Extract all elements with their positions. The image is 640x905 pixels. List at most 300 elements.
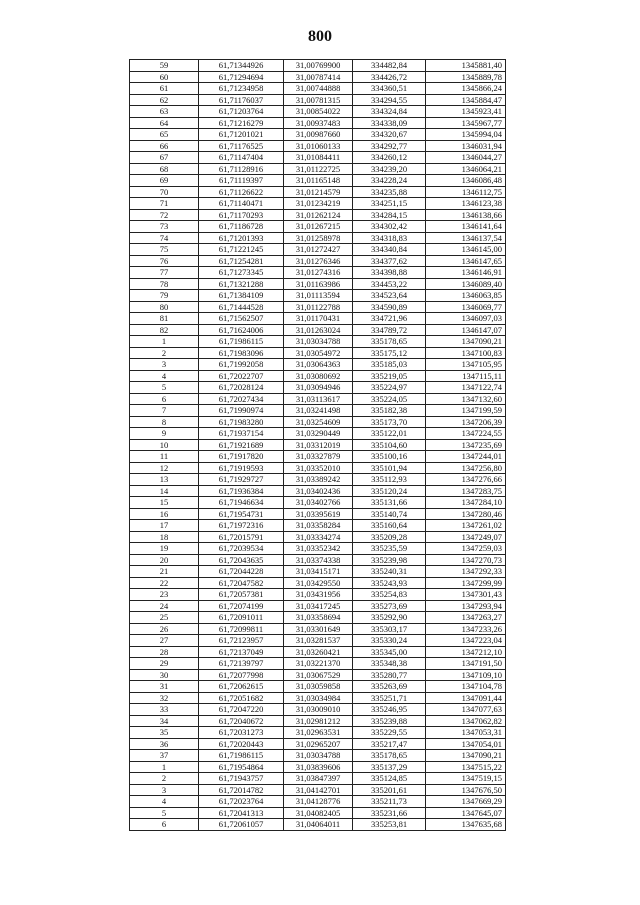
point-number-cell: 22 (130, 577, 199, 589)
x-coordinate-cell: 334251,15 (353, 198, 426, 210)
latitude-cell: 61,71919593 (199, 462, 284, 474)
table-row (130, 451, 506, 463)
point-number-cell: 61 (130, 83, 199, 95)
table-row (130, 819, 506, 831)
y-coordinate-cell: 1345923,41 (426, 106, 506, 118)
longitude-cell: 31,03327879 (284, 451, 353, 463)
latitude-cell: 61,72057381 (199, 589, 284, 601)
longitude-cell: 31,02981212 (284, 715, 353, 727)
x-coordinate-cell: 334292,77 (353, 140, 426, 152)
point-number-cell: 25 (130, 612, 199, 624)
latitude-cell: 61,71203764 (199, 106, 284, 118)
point-number-cell: 28 (130, 646, 199, 658)
latitude-cell: 61,72023764 (199, 796, 284, 808)
latitude-cell: 61,71126622 (199, 186, 284, 198)
latitude-cell: 61,71624006 (199, 324, 284, 336)
point-number-cell: 9 (130, 428, 199, 440)
point-number-cell: 30 (130, 669, 199, 681)
y-coordinate-cell: 1346146,91 (426, 267, 506, 279)
x-coordinate-cell: 335122,01 (353, 428, 426, 440)
y-coordinate-cell: 1346147,65 (426, 255, 506, 267)
y-coordinate-cell: 1347676,50 (426, 784, 506, 796)
longitude-cell: 31,01122725 (284, 163, 353, 175)
longitude-cell: 31,03402436 (284, 485, 353, 497)
longitude-cell: 31,00854022 (284, 106, 353, 118)
latitude-cell: 61,72040672 (199, 715, 284, 727)
x-coordinate-cell: 335124,85 (353, 773, 426, 785)
y-coordinate-cell: 1347270,73 (426, 554, 506, 566)
table-row (130, 359, 506, 371)
y-coordinate-cell: 1347233,26 (426, 623, 506, 635)
longitude-cell: 31,01165148 (284, 175, 353, 187)
x-coordinate-cell: 335219,05 (353, 370, 426, 382)
point-number-cell: 29 (130, 658, 199, 670)
point-number-cell: 59 (130, 60, 199, 72)
longitude-cell: 31,03254609 (284, 416, 353, 428)
y-coordinate-cell: 1347301,43 (426, 589, 506, 601)
x-coordinate-cell: 335173,70 (353, 416, 426, 428)
latitude-cell: 61,71929727 (199, 474, 284, 486)
longitude-cell: 31,03358284 (284, 520, 353, 532)
latitude-cell: 61,72028124 (199, 382, 284, 394)
point-number-cell: 64 (130, 117, 199, 129)
longitude-cell: 31,00787414 (284, 71, 353, 83)
x-coordinate-cell: 334721,96 (353, 313, 426, 325)
table-row (130, 646, 506, 658)
y-coordinate-cell: 1347104,78 (426, 681, 506, 693)
coordinates-table-body (130, 60, 506, 831)
y-coordinate-cell: 1346112,75 (426, 186, 506, 198)
latitude-cell: 61,72074199 (199, 600, 284, 612)
x-coordinate-cell: 335211,73 (353, 796, 426, 808)
x-coordinate-cell: 334377,62 (353, 255, 426, 267)
x-coordinate-cell: 335263,69 (353, 681, 426, 693)
longitude-cell: 31,01163986 (284, 278, 353, 290)
y-coordinate-cell: 1346064,21 (426, 163, 506, 175)
y-coordinate-cell: 1345889,78 (426, 71, 506, 83)
y-coordinate-cell: 1347132,60 (426, 393, 506, 405)
x-coordinate-cell: 335131,66 (353, 497, 426, 509)
latitude-cell: 61,71201393 (199, 232, 284, 244)
point-number-cell: 65 (130, 129, 199, 141)
longitude-cell: 31,04142701 (284, 784, 353, 796)
x-coordinate-cell: 334590,89 (353, 301, 426, 313)
table-row (130, 497, 506, 509)
point-number-cell: 69 (130, 175, 199, 187)
table-row (130, 129, 506, 141)
x-coordinate-cell: 335100,16 (353, 451, 426, 463)
longitude-cell: 31,03290449 (284, 428, 353, 440)
table-row (130, 761, 506, 773)
y-coordinate-cell: 1346069,77 (426, 301, 506, 313)
x-coordinate-cell: 334260,12 (353, 152, 426, 164)
x-coordinate-cell: 335330,24 (353, 635, 426, 647)
y-coordinate-cell: 1347249,07 (426, 531, 506, 543)
longitude-cell: 31,03415171 (284, 566, 353, 578)
x-coordinate-cell: 335280,77 (353, 669, 426, 681)
x-coordinate-cell: 334318,83 (353, 232, 426, 244)
table-row (130, 474, 506, 486)
point-number-cell: 63 (130, 106, 199, 118)
latitude-cell: 61,72047220 (199, 704, 284, 716)
table-row (130, 566, 506, 578)
longitude-cell: 31,03034788 (284, 336, 353, 348)
longitude-cell: 31,03839606 (284, 761, 353, 773)
x-coordinate-cell: 335235,59 (353, 543, 426, 555)
latitude-cell: 61,71176037 (199, 94, 284, 106)
table-row (130, 347, 506, 359)
table-row (130, 600, 506, 612)
table-row (130, 543, 506, 555)
y-coordinate-cell: 1345866,24 (426, 83, 506, 95)
x-coordinate-cell: 335303,17 (353, 623, 426, 635)
x-coordinate-cell: 334426,72 (353, 71, 426, 83)
table-row (130, 94, 506, 106)
longitude-cell: 31,03334274 (284, 531, 353, 543)
latitude-cell: 61,71983280 (199, 416, 284, 428)
x-coordinate-cell: 335182,38 (353, 405, 426, 417)
longitude-cell: 31,01060133 (284, 140, 353, 152)
longitude-cell: 31,01274316 (284, 267, 353, 279)
point-number-cell: 78 (130, 278, 199, 290)
latitude-cell: 61,71119397 (199, 175, 284, 187)
y-coordinate-cell: 1345994,04 (426, 129, 506, 141)
point-number-cell: 27 (130, 635, 199, 647)
y-coordinate-cell: 1347122,74 (426, 382, 506, 394)
latitude-cell: 61,71221245 (199, 244, 284, 256)
x-coordinate-cell: 335140,74 (353, 508, 426, 520)
longitude-cell: 31,01272427 (284, 244, 353, 256)
latitude-cell: 61,71140471 (199, 198, 284, 210)
x-coordinate-cell: 335251,71 (353, 692, 426, 704)
table-row (130, 416, 506, 428)
x-coordinate-cell: 334235,88 (353, 186, 426, 198)
point-number-cell: 82 (130, 324, 199, 336)
point-number-cell: 1 (130, 336, 199, 348)
y-coordinate-cell: 1347635,68 (426, 819, 506, 831)
table-row (130, 623, 506, 635)
longitude-cell: 31,03034984 (284, 692, 353, 704)
y-coordinate-cell: 1346138,66 (426, 209, 506, 221)
latitude-cell: 61,72043635 (199, 554, 284, 566)
latitude-cell: 61,71990974 (199, 405, 284, 417)
coordinates-table (129, 59, 506, 831)
latitude-cell: 61,71186728 (199, 221, 284, 233)
latitude-cell: 61,72031273 (199, 727, 284, 739)
y-coordinate-cell: 1346137,54 (426, 232, 506, 244)
y-coordinate-cell: 1347259,03 (426, 543, 506, 555)
x-coordinate-cell: 334523,64 (353, 290, 426, 302)
latitude-cell: 61,71983096 (199, 347, 284, 359)
latitude-cell: 61,71562507 (199, 313, 284, 325)
table-row (130, 267, 506, 279)
longitude-cell: 31,03260421 (284, 646, 353, 658)
y-coordinate-cell: 1347244,01 (426, 451, 506, 463)
table-row (130, 428, 506, 440)
latitude-cell: 61,72047582 (199, 577, 284, 589)
latitude-cell: 61,71917820 (199, 451, 284, 463)
y-coordinate-cell: 1347062,82 (426, 715, 506, 727)
table-row (130, 278, 506, 290)
latitude-cell: 61,71936384 (199, 485, 284, 497)
x-coordinate-cell: 334302,42 (353, 221, 426, 233)
table-row (130, 715, 506, 727)
y-coordinate-cell: 1346097,03 (426, 313, 506, 325)
longitude-cell: 31,00769900 (284, 60, 353, 72)
x-coordinate-cell: 335137,29 (353, 761, 426, 773)
point-number-cell: 70 (130, 186, 199, 198)
point-number-cell: 18 (130, 531, 199, 543)
table-row (130, 140, 506, 152)
latitude-cell: 61,72051682 (199, 692, 284, 704)
longitude-cell: 31,00987660 (284, 129, 353, 141)
longitude-cell: 31,01262124 (284, 209, 353, 221)
longitude-cell: 31,03113617 (284, 393, 353, 405)
x-coordinate-cell: 334340,84 (353, 244, 426, 256)
table-row (130, 60, 506, 72)
y-coordinate-cell: 1347199,59 (426, 405, 506, 417)
table-row (130, 520, 506, 532)
x-coordinate-cell: 335112,93 (353, 474, 426, 486)
latitude-cell: 61,71954731 (199, 508, 284, 520)
y-coordinate-cell: 1347299,99 (426, 577, 506, 589)
table-row (130, 784, 506, 796)
table-row (130, 393, 506, 405)
latitude-cell: 61,71147404 (199, 152, 284, 164)
point-number-cell: 31 (130, 681, 199, 693)
latitude-cell: 61,71972316 (199, 520, 284, 532)
latitude-cell: 61,72123957 (199, 635, 284, 647)
latitude-cell: 61,71943757 (199, 773, 284, 785)
latitude-cell: 61,71921689 (199, 439, 284, 451)
longitude-cell: 31,00937483 (284, 117, 353, 129)
point-number-cell: 1 (130, 761, 199, 773)
point-number-cell: 74 (130, 232, 199, 244)
point-number-cell: 32 (130, 692, 199, 704)
table-row (130, 577, 506, 589)
x-coordinate-cell: 334482,84 (353, 60, 426, 72)
table-row (130, 704, 506, 716)
longitude-cell: 31,01214579 (284, 186, 353, 198)
longitude-cell: 31,01122788 (284, 301, 353, 313)
point-number-cell: 6 (130, 819, 199, 831)
latitude-cell: 61,71170293 (199, 209, 284, 221)
x-coordinate-cell: 334360,51 (353, 83, 426, 95)
longitude-cell: 31,01276346 (284, 255, 353, 267)
latitude-cell: 61,71384109 (199, 290, 284, 302)
point-number-cell: 71 (130, 198, 199, 210)
table-row (130, 635, 506, 647)
table-row (130, 727, 506, 739)
table-row (130, 738, 506, 750)
longitude-cell: 31,00744888 (284, 83, 353, 95)
y-coordinate-cell: 1346044,27 (426, 152, 506, 164)
point-number-cell: 75 (130, 244, 199, 256)
longitude-cell: 31,04082405 (284, 807, 353, 819)
table-row (130, 301, 506, 313)
y-coordinate-cell: 1347292,33 (426, 566, 506, 578)
y-coordinate-cell: 1345967,77 (426, 117, 506, 129)
longitude-cell: 31,02965207 (284, 738, 353, 750)
longitude-cell: 31,03395619 (284, 508, 353, 520)
y-coordinate-cell: 1347054,01 (426, 738, 506, 750)
x-coordinate-cell: 335224,97 (353, 382, 426, 394)
longitude-cell: 31,01263024 (284, 324, 353, 336)
point-number-cell: 81 (130, 313, 199, 325)
x-coordinate-cell: 335229,55 (353, 727, 426, 739)
longitude-cell: 31,03059858 (284, 681, 353, 693)
y-coordinate-cell: 1347669,29 (426, 796, 506, 808)
table-row (130, 612, 506, 624)
point-number-cell: 13 (130, 474, 199, 486)
point-number-cell: 36 (130, 738, 199, 750)
table-row (130, 71, 506, 83)
latitude-cell: 61,72041313 (199, 807, 284, 819)
latitude-cell: 61,72015791 (199, 531, 284, 543)
latitude-cell: 61,71216279 (199, 117, 284, 129)
point-number-cell: 12 (130, 462, 199, 474)
y-coordinate-cell: 1347280,46 (426, 508, 506, 520)
point-number-cell: 66 (130, 140, 199, 152)
table-row (130, 324, 506, 336)
x-coordinate-cell: 334398,88 (353, 267, 426, 279)
table-row (130, 658, 506, 670)
latitude-cell: 61,71986115 (199, 336, 284, 348)
latitude-cell: 61,72137049 (199, 646, 284, 658)
point-number-cell: 62 (130, 94, 199, 106)
longitude-cell: 31,03054972 (284, 347, 353, 359)
x-coordinate-cell: 335231,66 (353, 807, 426, 819)
longitude-cell: 31,03034788 (284, 750, 353, 762)
y-coordinate-cell: 1347256,80 (426, 462, 506, 474)
longitude-cell: 31,00781315 (284, 94, 353, 106)
x-coordinate-cell: 335345,00 (353, 646, 426, 658)
latitude-cell: 61,72020443 (199, 738, 284, 750)
longitude-cell: 31,03429550 (284, 577, 353, 589)
point-number-cell: 10 (130, 439, 199, 451)
point-number-cell: 3 (130, 359, 199, 371)
latitude-cell: 61,72044228 (199, 566, 284, 578)
longitude-cell: 31,04064011 (284, 819, 353, 831)
x-coordinate-cell: 335273,69 (353, 600, 426, 612)
x-coordinate-cell: 335240,31 (353, 566, 426, 578)
longitude-cell: 31,03374338 (284, 554, 353, 566)
x-coordinate-cell: 335224,05 (353, 393, 426, 405)
y-coordinate-cell: 1346141,64 (426, 221, 506, 233)
table-row (130, 669, 506, 681)
table-row (130, 152, 506, 164)
point-number-cell: 23 (130, 589, 199, 601)
point-number-cell: 7 (130, 405, 199, 417)
y-coordinate-cell: 1347206,39 (426, 416, 506, 428)
y-coordinate-cell: 1347235,69 (426, 439, 506, 451)
table-row (130, 244, 506, 256)
table-row (130, 175, 506, 187)
table-row (130, 255, 506, 267)
table-row (130, 209, 506, 221)
latitude-cell: 61,72077998 (199, 669, 284, 681)
latitude-cell: 61,72027434 (199, 393, 284, 405)
x-coordinate-cell: 335101,94 (353, 462, 426, 474)
y-coordinate-cell: 1347115,11 (426, 370, 506, 382)
y-coordinate-cell: 1347515,22 (426, 761, 506, 773)
table-row (130, 186, 506, 198)
point-number-cell: 15 (130, 497, 199, 509)
longitude-cell: 31,01084411 (284, 152, 353, 164)
latitude-cell: 61,72139797 (199, 658, 284, 670)
latitude-cell: 61,71946634 (199, 497, 284, 509)
latitude-cell: 61,72091011 (199, 612, 284, 624)
table-row (130, 796, 506, 808)
point-number-cell: 68 (130, 163, 199, 175)
table-row (130, 290, 506, 302)
y-coordinate-cell: 1347645,07 (426, 807, 506, 819)
point-number-cell: 5 (130, 807, 199, 819)
latitude-cell: 61,72014782 (199, 784, 284, 796)
latitude-cell: 61,71128916 (199, 163, 284, 175)
point-number-cell: 6 (130, 393, 199, 405)
latitude-cell: 61,71321288 (199, 278, 284, 290)
longitude-cell: 31,03094946 (284, 382, 353, 394)
table-row (130, 439, 506, 451)
longitude-cell: 31,03080692 (284, 370, 353, 382)
point-number-cell: 3 (130, 784, 199, 796)
longitude-cell: 31,03221370 (284, 658, 353, 670)
y-coordinate-cell: 1346145,00 (426, 244, 506, 256)
longitude-cell: 31,01170431 (284, 313, 353, 325)
table-row (130, 336, 506, 348)
latitude-cell: 61,71992058 (199, 359, 284, 371)
point-number-cell: 4 (130, 370, 199, 382)
y-coordinate-cell: 1347224,55 (426, 428, 506, 440)
longitude-cell: 31,03431956 (284, 589, 353, 601)
table-row (130, 405, 506, 417)
y-coordinate-cell: 1346147,07 (426, 324, 506, 336)
longitude-cell: 31,03067529 (284, 669, 353, 681)
longitude-cell: 31,01267215 (284, 221, 353, 233)
point-number-cell: 14 (130, 485, 199, 497)
y-coordinate-cell: 1345881,40 (426, 60, 506, 72)
table-row (130, 589, 506, 601)
table-row (130, 163, 506, 175)
point-number-cell: 79 (130, 290, 199, 302)
y-coordinate-cell: 1347293,94 (426, 600, 506, 612)
y-coordinate-cell: 1347263,27 (426, 612, 506, 624)
x-coordinate-cell: 335178,65 (353, 750, 426, 762)
x-coordinate-cell: 335160,64 (353, 520, 426, 532)
longitude-cell: 31,01258978 (284, 232, 353, 244)
x-coordinate-cell: 335178,65 (353, 336, 426, 348)
latitude-cell: 61,71254281 (199, 255, 284, 267)
point-number-cell: 26 (130, 623, 199, 635)
x-coordinate-cell: 334284,15 (353, 209, 426, 221)
y-coordinate-cell: 1347077,63 (426, 704, 506, 716)
longitude-cell: 31,03009010 (284, 704, 353, 716)
point-number-cell: 4 (130, 796, 199, 808)
y-coordinate-cell: 1346031,94 (426, 140, 506, 152)
longitude-cell: 31,01113594 (284, 290, 353, 302)
x-coordinate-cell: 335185,03 (353, 359, 426, 371)
y-coordinate-cell: 1347276,66 (426, 474, 506, 486)
point-number-cell: 19 (130, 543, 199, 555)
y-coordinate-cell: 1346089,40 (426, 278, 506, 290)
table-row (130, 773, 506, 785)
y-coordinate-cell: 1347284,10 (426, 497, 506, 509)
table-row (130, 106, 506, 118)
y-coordinate-cell: 1347519,15 (426, 773, 506, 785)
x-coordinate-cell: 334789,72 (353, 324, 426, 336)
point-number-cell: 72 (130, 209, 199, 221)
